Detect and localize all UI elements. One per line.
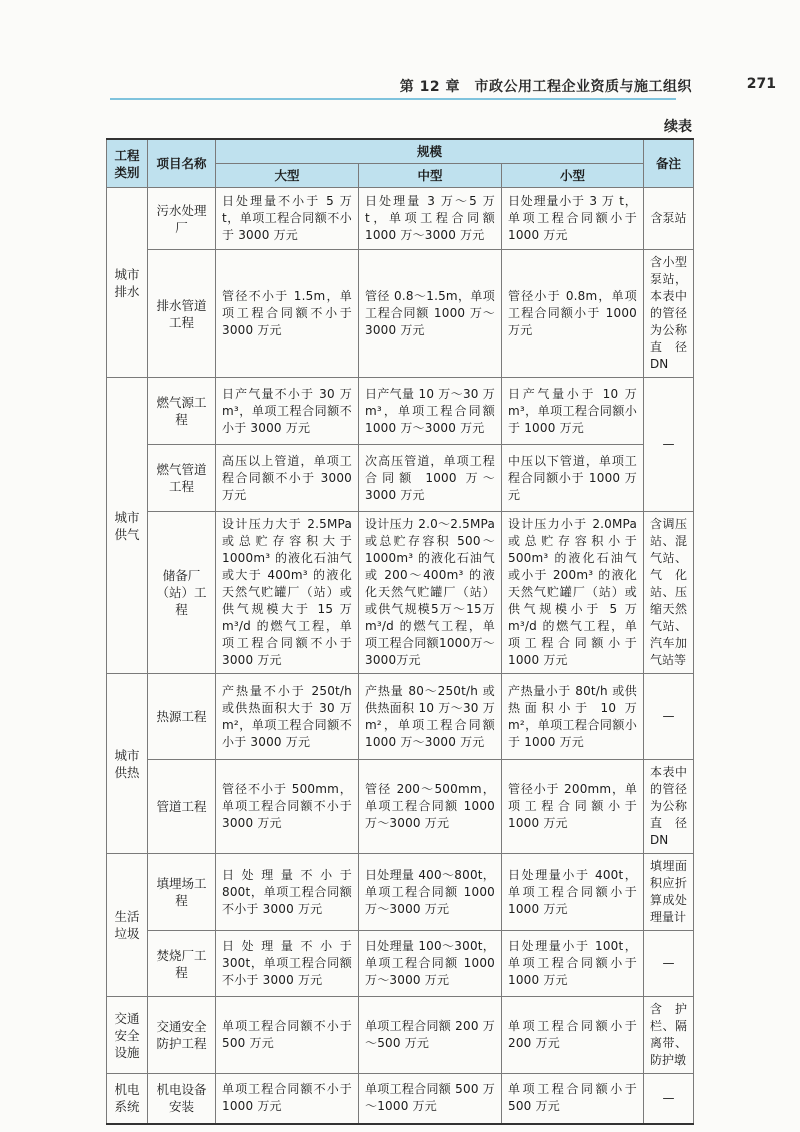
small-cell: 日处理量小于 3 万 t，单项工程合同额小于 1000 万元 xyxy=(502,188,644,250)
table-row xyxy=(107,931,694,997)
category-cell: 机电系统 xyxy=(107,1074,148,1124)
large-cell: 日处理量不小于 300t，单项工程合同额不小于 3000 万元 xyxy=(216,931,359,997)
large-cell: 管径不小于 500mm，单项工程合同额不小于 3000 万元 xyxy=(216,760,359,854)
table-row xyxy=(107,760,694,854)
item-cell: 污水处理厂 xyxy=(148,188,216,250)
item-cell: 储备厂（站）工程 xyxy=(148,512,216,674)
item-cell: 燃气管道工程 xyxy=(148,445,216,512)
small-cell: 设计压力小于 2.0MPa 或总贮存容积小于 500m³ 的液化石油气或小于 200m³ 的液化天然气贮罐厂（站）或供气规模小于 5 万 m³/d 的燃气工程，单项工程合同额小于 1000 万元 xyxy=(502,512,644,674)
medium-cell: 产热量 80～250t/h 或供热面积 10 万～30 万 m²，单项工程合同额 1000 万～3000 万元 xyxy=(359,674,502,760)
medium-cell: 管径 200～500mm，单项工程合同额 1000 万～3000 万元 xyxy=(359,760,502,854)
large-cell: 高压以上管道，单项工程合同额不小于 3000 万元 xyxy=(216,445,359,512)
qualification-scale-table xyxy=(106,138,694,1125)
note-cell: 含泵站 xyxy=(644,188,694,250)
medium-cell: 单项工程合同额 200 万～500 万元 xyxy=(359,997,502,1074)
continued-label: 续表 xyxy=(664,119,692,135)
table-row xyxy=(107,378,694,445)
item-cell: 热源工程 xyxy=(148,674,216,760)
small-cell: 产热量小于 80t/h 或供热面积小于 10 万 m²，单项工程合同额小于 1000 万元 xyxy=(502,674,644,760)
item-cell: 机电设备安装 xyxy=(148,1074,216,1124)
note-cell: 填埋面积应折算成处理量计 xyxy=(644,854,694,931)
table-row xyxy=(107,188,694,250)
category-cell: 城市供热 xyxy=(107,674,148,854)
medium-cell: 设计压力 2.0～2.5MPa 或总贮存容积 500～1000m³ 的液化石油气或 200～400m³ 的液化天然气贮罐厂（站）或供气规模5万～15万 m³/d 的燃气工程，单项工程合同额1000万～3000万元 xyxy=(359,512,502,674)
item-cell: 排水管道工程 xyxy=(148,250,216,378)
large-cell: 设计压力大于 2.5MPa 或总贮存容积大于 1000m³ 的液化石油气或大于 400m³ 的液化天然气贮罐厂（站）或供气规模大于 15 万 m³/d 的燃气工程，单项工程合同额不小于 3000 万元 xyxy=(216,512,359,674)
medium-cell: 日处理量 3 万～5 万 t，单项工程合同额 1000 万～3000 万元 xyxy=(359,188,502,250)
item-cell: 填埋场工程 xyxy=(148,854,216,931)
chapter-title: 第 12 章 市政公用工程企业资质与施工组织 xyxy=(399,79,692,95)
table-row xyxy=(107,250,694,378)
running-header xyxy=(0,76,800,98)
small-cell: 日处理量小于 100t，单项工程合同额小于 1000 万元 xyxy=(502,931,644,997)
item-cell: 焚烧厂工程 xyxy=(148,931,216,997)
table-row xyxy=(107,512,694,674)
note-cell: — xyxy=(644,378,694,512)
note-cell: — xyxy=(644,931,694,997)
header-scale: 规模 xyxy=(216,139,644,164)
small-cell: 日处理量小于 400t，单项工程合同额小于 1000 万元 xyxy=(502,854,644,931)
large-cell: 日处理量不小于 800t，单项工程合同额不小于 3000 万元 xyxy=(216,854,359,931)
medium-cell: 单项工程合同额 500 万～1000 万元 xyxy=(359,1074,502,1124)
item-cell: 交通安全防护工程 xyxy=(148,997,216,1074)
table-row xyxy=(107,674,694,760)
header-category: 工程类别 xyxy=(107,139,148,188)
large-cell: 日处理量不小于 5 万 t，单项工程合同额不小于 3000 万元 xyxy=(216,188,359,250)
table-row xyxy=(107,997,694,1074)
header-note: 备注 xyxy=(644,139,694,188)
page-number: 271 xyxy=(746,76,776,92)
category-cell: 交通安全设施 xyxy=(107,997,148,1074)
medium-cell: 次高压管道，单项工程合同额 1000 万～3000 万元 xyxy=(359,445,502,512)
table-row xyxy=(107,1074,694,1124)
note-cell: 本表中的管径为公称直径 DN xyxy=(644,760,694,854)
small-cell: 单项工程合同额小于 500 万元 xyxy=(502,1074,644,1124)
large-cell: 单项工程合同额不小于 1000 万元 xyxy=(216,1074,359,1124)
item-cell: 管道工程 xyxy=(148,760,216,854)
category-cell: 生活垃圾 xyxy=(107,854,148,997)
large-cell: 日产气量不小于 30 万 m³，单项工程合同额不小于 3000 万元 xyxy=(216,378,359,445)
large-cell: 单项工程合同额不小于 500 万元 xyxy=(216,997,359,1074)
header-large: 大型 xyxy=(216,164,359,188)
note-cell: — xyxy=(644,674,694,760)
large-cell: 产热量不小于 250t/h 或供热面积大于 30 万 m²，单项工程合同额不小于 3000 万元 xyxy=(216,674,359,760)
header-item: 项目名称 xyxy=(148,139,216,188)
medium-cell: 管径 0.8～1.5m，单项工程合同额 1000 万～3000 万元 xyxy=(359,250,502,378)
medium-cell: 日处理量 400～800t，单项工程合同额 1000 万～3000 万元 xyxy=(359,854,502,931)
note-cell: 含护栏、隔离带、防护墩 xyxy=(644,997,694,1074)
item-cell: 燃气源工程 xyxy=(148,378,216,445)
small-cell: 日产气量小于 10 万 m³，单项工程合同额小于 1000 万元 xyxy=(502,378,644,445)
small-cell: 管径小于 0.8m，单项工程合同额小于 1000 万元 xyxy=(502,250,644,378)
header-rule xyxy=(110,98,676,100)
table-row xyxy=(107,445,694,512)
small-cell: 管径小于 200mm，单项工程合同额小于 1000 万元 xyxy=(502,760,644,854)
note-cell: 含调压站、混气站、气化站、压缩天然气站、汽车加气站等 xyxy=(644,512,694,674)
header-small: 小型 xyxy=(502,164,644,188)
category-cell: 城市排水 xyxy=(107,188,148,378)
table-row xyxy=(107,854,694,931)
medium-cell: 日处理量 100～300t，单项工程合同额 1000 万～3000 万元 xyxy=(359,931,502,997)
small-cell: 中压以下管道，单项工程合同额小于 1000 万元 xyxy=(502,445,644,512)
note-cell: 含小型泵站，本表中的管径为公称直径 DN xyxy=(644,250,694,378)
medium-cell: 日产气量 10 万～30 万 m³，单项工程合同额 1000 万～3000 万元 xyxy=(359,378,502,445)
header-medium: 中型 xyxy=(359,164,502,188)
small-cell: 单项工程合同额小于 200 万元 xyxy=(502,997,644,1074)
note-cell: — xyxy=(644,1074,694,1124)
large-cell: 管径不小于 1.5m，单项工程合同额不小于 3000 万元 xyxy=(216,250,359,378)
category-cell: 城市供气 xyxy=(107,378,148,674)
